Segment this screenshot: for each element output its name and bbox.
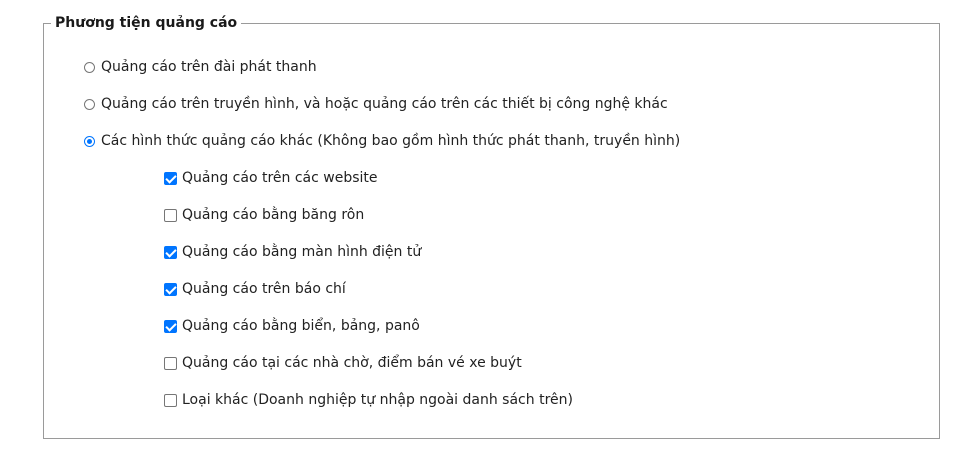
checkbox-label: Quảng cáo tại các nhà chờ, điểm bán vé xe buýt (182, 355, 522, 371)
checkbox-label: Quảng cáo trên báo chí (182, 281, 346, 297)
checkbox-label: Quảng cáo bằng màn hình điện tử (182, 244, 422, 260)
checkbox-option-newspaper[interactable] (164, 280, 346, 298)
checkbox[interactable] (164, 394, 177, 407)
checkbox-option-website[interactable] (164, 169, 378, 187)
checkbox-label: Quảng cáo trên các website (182, 170, 378, 186)
checkbox[interactable] (164, 172, 177, 185)
checkbox-option-billboard[interactable] (164, 317, 420, 335)
checkbox[interactable] (164, 246, 177, 259)
radio-label: Các hình thức quảng cáo khác (Không bao gồm hình thức phát thanh, truyền hình) (101, 133, 681, 149)
radio-option-radio-ads[interactable] (84, 58, 317, 76)
radio-option-tv-ads[interactable] (84, 95, 668, 113)
checkbox-option-other[interactable] (164, 391, 573, 409)
checkbox-option-banner[interactable] (164, 206, 364, 224)
radio-button[interactable] (84, 99, 95, 110)
advertising-media-fieldset (43, 23, 940, 439)
checkbox[interactable] (164, 209, 177, 222)
radio-button[interactable] (84, 62, 95, 73)
radio-label: Quảng cáo trên truyền hình, và hoặc quảng cáo trên các thiết bị công nghệ khác (101, 96, 668, 112)
checkbox-label: Loại khác (Doanh nghiệp tự nhập ngoài danh sách trên) (182, 392, 573, 408)
radio-option-other-ads[interactable] (84, 132, 680, 150)
checkbox[interactable] (164, 357, 177, 370)
checkbox-option-electronic-screen[interactable] (164, 243, 421, 261)
checkbox-label: Quảng cáo bằng băng rôn (182, 207, 365, 223)
radio-label: Quảng cáo trên đài phát thanh (101, 59, 317, 75)
checkbox[interactable] (164, 320, 177, 333)
checkbox-option-bus-stop[interactable] (164, 354, 522, 372)
checkbox-label: Quảng cáo bằng biển, bảng, panô (182, 318, 420, 334)
fieldset-legend: Phương tiện quảng cáo (51, 13, 241, 33)
checkbox[interactable] (164, 283, 177, 296)
radio-button[interactable] (84, 136, 95, 147)
